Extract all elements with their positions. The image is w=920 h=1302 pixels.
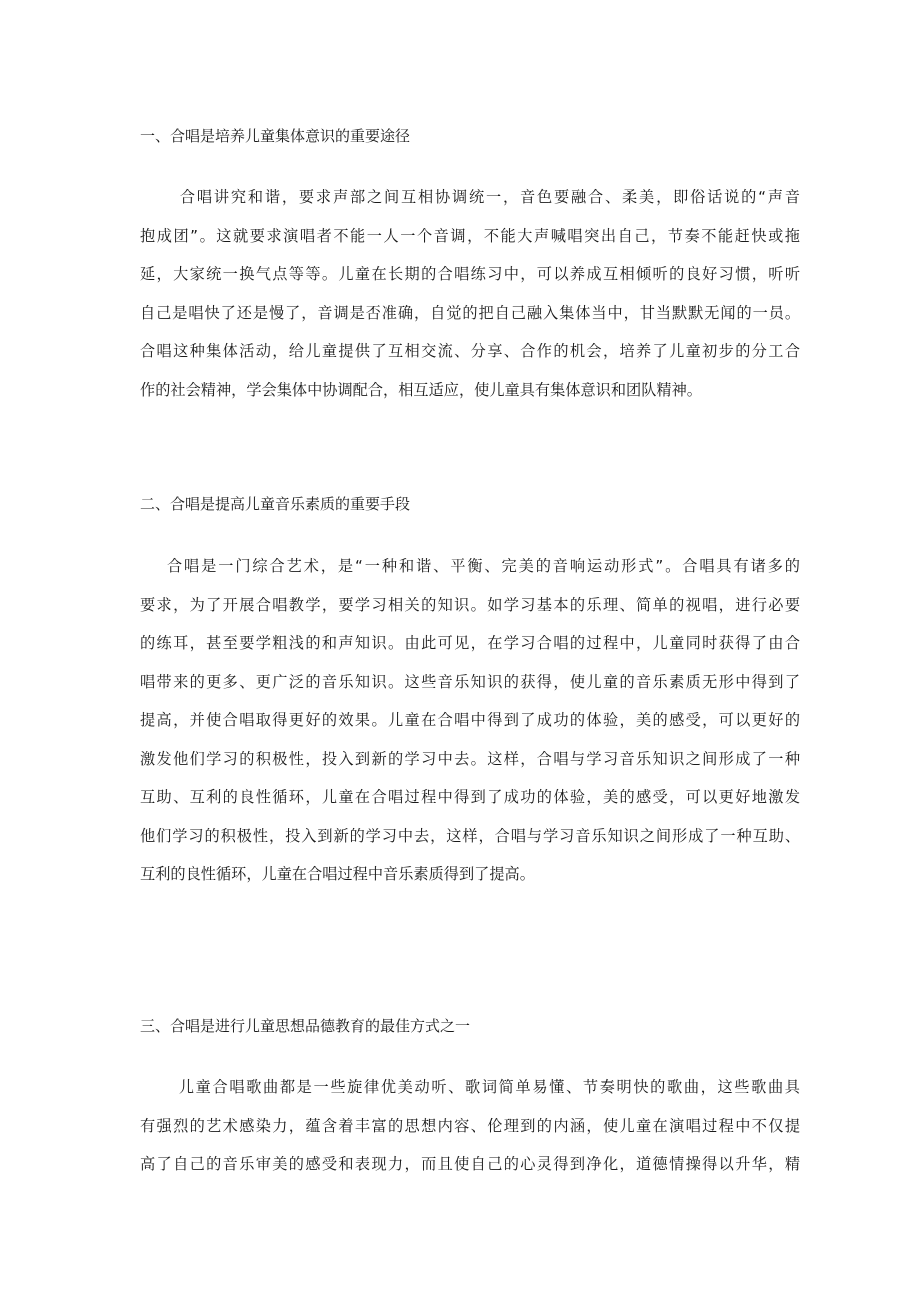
section-paragraph	[140, 1077, 800, 1193]
section-paragraph	[140, 187, 800, 418]
paragraph-line: 作的社会精神，学会集体中协调配合，相互适应，使儿童具有集体意识和团队精神。	[140, 380, 702, 399]
section-heading: 三、合唱是进行儿童思想品德教育的最佳方式之一	[140, 1017, 471, 1035]
section-paragraph	[140, 556, 800, 903]
paragraph-line: 激发他们学习的积极性，投入到新的学习中去。这样，合唱与学习音乐知识之间形成了一种	[140, 749, 800, 768]
paragraph-line: 延，大家统一换气点等等。儿童在长期的合唱练习中，可以养成互相倾听的良好习惯，听听	[140, 265, 800, 283]
paragraph-line: 合唱讲究和谐，要求声部之间互相协调统一，音色要融合、柔美，即俗话说的“声音	[140, 188, 800, 206]
paragraph-line: 儿童合唱歌曲都是一些旋律优美动听、歌词简单易懂、节奏明快的歌曲，这些歌曲具	[140, 1078, 800, 1096]
paragraph-line: 互利的良性循环，儿童在合唱过程中音乐素质得到了提高。	[140, 865, 535, 883]
paragraph-line: 互助、互利的良性循环，儿童在合唱过程中得到了成功的体验，美的感受，可以更好地激发	[140, 788, 800, 806]
paragraph-line: 高了自己的音乐审美的感受和表现力，而且使自己的心灵得到净化，道德情操得以升华，精	[140, 1155, 800, 1173]
paragraph-line: 唱带来的更多、更广泛的音乐知识。这些音乐知识的获得，使儿童的音乐素质无形中得到了	[140, 672, 800, 691]
paragraph-line: 合唱这种集体活动，给儿童提供了互相交流、分享、合作的机会，培养了儿童初步的分工合	[140, 342, 800, 360]
paragraph-line: 有强烈的艺术感染力，蕴含着丰富的思想内容、伦理到的内涵，使儿童在演唱过程中不仅提	[140, 1116, 800, 1135]
paragraph-line: 要求，为了开展合唱教学，要学习相关的知识。如学习基本的乐理、简单的视唱，进行必要	[140, 595, 800, 614]
paragraph-line: 合唱是一门综合艺术，是“一种和谐、平衡、完美的音响运动形式”。合唱具有诸多的	[140, 557, 800, 575]
section-heading: 一、合唱是培养儿童集体意识的重要途径	[140, 127, 411, 145]
paragraph-line: 抱成团”。这就要求演唱者不能一人一个音调，不能大声喊唱突出自己，节奏不能赶快或拖	[140, 226, 800, 245]
paragraph-line: 的练耳，甚至要学粗浅的和声知识。由此可见，在学习合唱的过程中，儿童同时获得了由合	[140, 634, 800, 652]
paragraph-line: 提高，并使合唱取得更好的效果。儿童在合唱中得到了成功的体验，美的感受，可以更好的	[140, 711, 800, 729]
paragraph-line: 自己是唱快了还是慢了，音调是否准确，自觉的把自己融入集体当中，甘当默默无闻的一员。	[140, 303, 800, 322]
section-heading: 二、合唱是提高儿童音乐素质的重要手段	[140, 495, 411, 513]
paragraph-line: 他们学习的积极性，投入到新的学习中去，这样，合唱与学习音乐知识之间形成了一种互助、	[140, 826, 800, 845]
